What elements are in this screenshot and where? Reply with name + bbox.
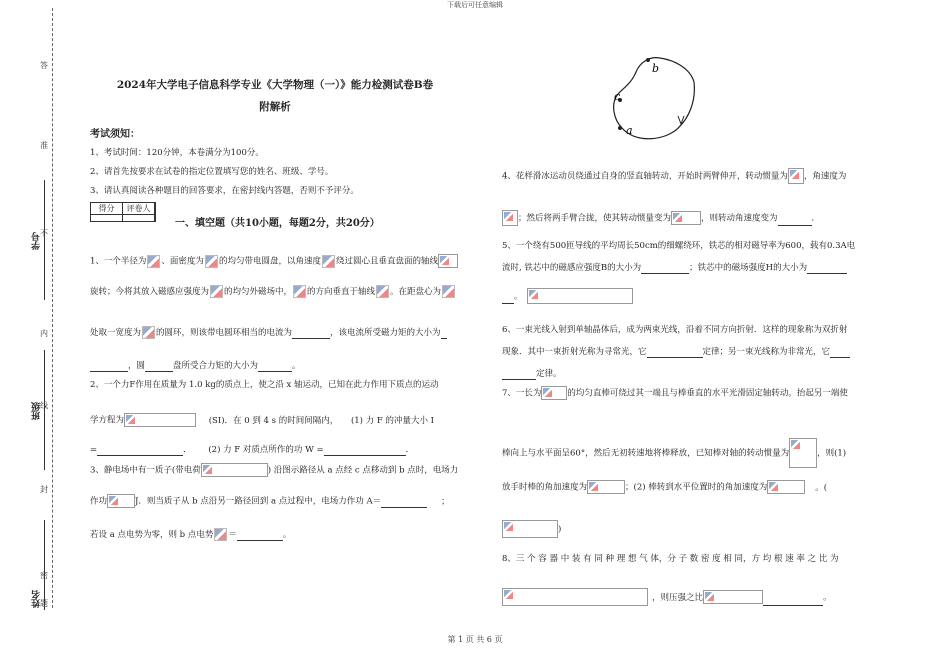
answer-blank[interactable] — [502, 293, 514, 304]
exam-title: 2024年大学电子信息科学专业《大学物理（一）》能力检测试卷B卷 — [116, 79, 434, 91]
formula-image — [376, 285, 389, 298]
formula-image — [124, 413, 196, 427]
formula-image — [789, 438, 817, 468]
answer-blank[interactable] — [641, 263, 689, 274]
question-1-line-2: 旋转；今将其放入磁感应强度为 的均匀外磁场中， 的方向垂直于轴线 。在距盘心为 — [90, 285, 456, 298]
answer-blank[interactable] — [237, 530, 283, 541]
grader-label: 评卷人 — [123, 203, 155, 221]
name-label: 姓名 — [32, 590, 42, 608]
formula-image — [442, 285, 455, 298]
formula-image — [502, 520, 558, 538]
formula-image — [293, 285, 306, 298]
question-1-line-1: 1、一个半径为 、面密度为 的均匀带电圆盘，以角速度 绕过圆心且垂直盘面的轴线 — [90, 254, 458, 268]
formula-image — [767, 480, 805, 494]
seal-line — [52, 8, 53, 608]
formula-image — [210, 285, 223, 298]
answer-blank[interactable] — [441, 328, 447, 339]
question-6-line-3: 定律。 — [502, 368, 562, 380]
point-label-c: c — [614, 90, 621, 103]
question-7-line-3: 放手时棒的角加速度为 ；(2) 棒转到水平位置时的角加速度为 。( — [502, 480, 827, 494]
question-1-line-3: 处取一宽度为 的圆环，则该带电圆环相当的电流为 ，该电流所受磁力矩的大小为 — [90, 326, 447, 339]
name-line[interactable] — [44, 520, 45, 610]
question-2-line-1: 2、一个力F作用在质量为 1.0 kg的质点上，使之沿 x 轴运动，已知在此力作用下质点的运动 — [90, 380, 439, 390]
binding-char: 题 — [40, 599, 48, 608]
binding-char: 内 — [40, 329, 48, 338]
question-3-line-2: 作功 J．则当质子从 b 点沿另一路径回到 a 点过程中，电场力作功 A＝ ； — [90, 494, 450, 508]
binding-char: 封 — [40, 485, 48, 494]
binding-char: 密 — [40, 571, 48, 580]
answer-blank[interactable] — [381, 497, 427, 508]
answer-blank[interactable] — [292, 328, 330, 339]
answer-blank[interactable] — [763, 595, 823, 606]
formula-image — [502, 588, 648, 606]
formula-image — [214, 528, 227, 541]
question-7-line-2: 棒向上与水平面呈60°，然后无初转速地将棒释放，已知棒对轴的转动惯量为 ，则(1) — [502, 438, 846, 468]
question-3-line-3: 若设 a 点电势为零，则 b 点电势 ＝ 。 — [90, 530, 292, 540]
formula-image — [502, 210, 518, 226]
formula-image — [322, 255, 335, 268]
formula-image — [107, 494, 135, 508]
answer-blank[interactable] — [145, 361, 173, 372]
question-3-line-1: 3、静电场中有一质子(带电荷 ) 沿图示路径从 a 点经 c 点移动到 b 点时，电场力 — [90, 463, 458, 477]
formula-image — [205, 255, 218, 268]
notice-item: 2、请首先按要求在试卷的指定位置填写您的姓名、班级、学号。 — [90, 167, 334, 177]
formula-image — [147, 255, 160, 268]
student-id-line[interactable] — [44, 180, 45, 300]
class-line[interactable] — [44, 350, 45, 470]
formula-image — [587, 480, 625, 494]
question-2-line-2: 学方程为 (SI)．在 0 到 4 s 的时间间隔内， (1) 力 F 的冲量大小 I — [90, 413, 434, 427]
formula-image — [788, 168, 804, 184]
class-label: 班级 — [32, 402, 42, 420]
question-4-line-2: ；然后将两手臂合拢，使其转动惯量变为 ，则转动角速度变为 ． — [502, 210, 820, 226]
student-id-label: 学号 — [32, 232, 42, 250]
question-7-line-1: 7、一长为 的均匀直棒可绕过其一端且与棒垂直的水平光滑固定轴转动。抬起另一端使 — [502, 386, 848, 400]
score-label: 得分 — [91, 203, 123, 221]
question-7-line-4: ) — [502, 520, 561, 538]
notice-item: 3、请认真阅读各种题目的回答要求，在密封线内答题，否则不予评分。 — [90, 186, 359, 196]
formula-image — [703, 590, 763, 604]
binding-char: 不 — [40, 229, 48, 238]
binding-char: 准 — [40, 141, 48, 150]
binding-char: 线 — [40, 401, 48, 410]
answer-blank[interactable] — [830, 347, 850, 358]
notice-item: 1、考试时间：120分钟，本卷满分为100分。 — [90, 148, 264, 158]
question-6-line-2: 现象．其中一束折射光称为寻常光，它 定律；另一束光线称为非常光，它 — [502, 346, 850, 358]
formula-image — [142, 326, 155, 339]
score-table — [90, 202, 156, 222]
question-8-line-2: ，则压强之比 。 — [502, 588, 832, 606]
formula-image — [527, 288, 633, 304]
notice-heading: 考试须知： — [90, 129, 140, 140]
answer-blank[interactable] — [90, 361, 128, 372]
score-row[interactable] — [91, 214, 155, 215]
binding-char: 答 — [40, 61, 48, 70]
formula-image — [438, 254, 458, 268]
top-note: 下载后可任意编辑 — [447, 1, 503, 9]
point-label-a: a — [626, 124, 633, 137]
formula-image — [541, 386, 567, 400]
answer-blank[interactable] — [324, 445, 406, 456]
answer-blank[interactable] — [502, 369, 536, 380]
answer-blank[interactable] — [647, 347, 703, 358]
question-1-line-4: ，圆 盘所受合力矩的大小为 。 — [90, 360, 301, 372]
formula-image — [201, 463, 268, 477]
section-title: 一、填空题（共10小题，每题2分，共20分） — [175, 218, 380, 229]
point-label-b: b — [652, 62, 660, 75]
question-8-line-1: 8、三 个 容 器 中 装 有 同 种 理 想 气 体，分 子 数 密 度 相 同，方 均 根 速 率 之 比 为 — [502, 554, 839, 564]
answer-blank[interactable] — [778, 215, 812, 226]
answer-blank[interactable] — [807, 263, 847, 274]
exam-subtitle: 附解析 — [259, 101, 291, 113]
question-5-line-3: 。 — [502, 288, 633, 304]
question-2-line-3: = ． (2) 力 F 对质点所作的功 W = ． — [90, 445, 415, 455]
question-6-line-1: 6、一束光线入射到单轴晶体后，成为两束光线，沿着不同方向折射．这样的现象称为双折射 — [502, 325, 848, 335]
question-4-line-1: 4、花样滑冰运动员绕通过自身的竖直轴转动，开始时两臂伸开，转动惯量为 ，角速度为 — [502, 168, 846, 184]
path-diagram — [604, 50, 704, 146]
formula-image — [671, 211, 701, 225]
page-footer: 第 1 页 共 6 页 — [447, 635, 503, 644]
answer-blank[interactable] — [97, 445, 183, 456]
answer-blank[interactable] — [258, 361, 292, 372]
question-5-line-1: 5、一个绕有500匝导线的平均周长50cm的细螺绕环，铁芯的相对磁导率为600，载有0.3A电 — [502, 241, 856, 251]
question-5-line-2: 流时, 铁芯中的磁感应强度B的大小为 ；铁芯中的磁场强度H的大小为 — [502, 262, 847, 274]
